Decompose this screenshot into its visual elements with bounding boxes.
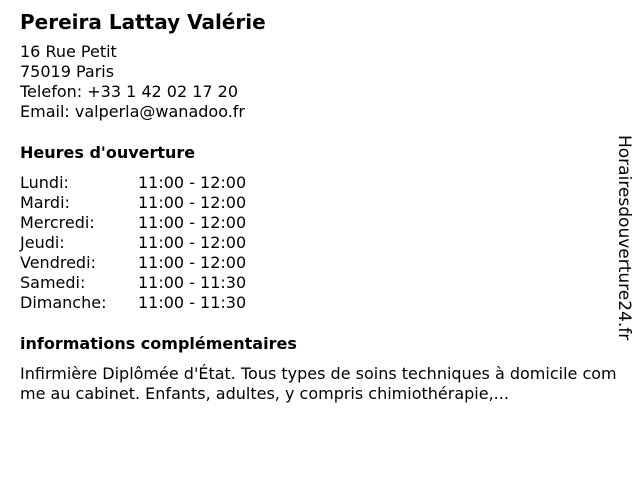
info-description: Infirmière Diplômée d'État. Tous types de soins techniques à domicile comme au cabinet. Enfants, adultes, y compris chimiothérapie,... [20, 364, 617, 403]
brand-watermark: Horairesdouverture24.fr [614, 135, 634, 341]
city-postal: 75019 Paris [20, 62, 115, 81]
hours-row-mercredi [20, 213, 620, 233]
day-label: Samedi: [20, 273, 86, 292]
address-block [20, 42, 620, 122]
phone-number[interactable]: Telefon: +33 1 42 02 17 20 [20, 82, 239, 101]
time-range: 11:00 - 11:30 [138, 273, 247, 292]
email-address[interactable]: Email: valperla@wanadoo.fr [20, 102, 245, 121]
hours-row-vendredi [20, 253, 620, 273]
hours-row-samedi [20, 273, 620, 293]
day-label: Dimanche: [20, 293, 107, 312]
time-range: 11:00 - 12:00 [138, 173, 247, 192]
day-label: Jeudi: [20, 233, 65, 252]
time-range: 11:00 - 12:00 [138, 193, 247, 212]
hours-row-jeudi [20, 233, 620, 253]
hours-table [20, 173, 620, 313]
time-range: 11:00 - 12:00 [138, 233, 247, 252]
time-range: 11:00 - 12:00 [138, 213, 247, 232]
day-label: Mardi: [20, 193, 70, 212]
day-label: Vendredi: [20, 253, 96, 272]
hours-row-dimanche [20, 293, 620, 313]
street-address: 16 Rue Petit [20, 42, 117, 61]
business-name: Pereira Lattay Valérie [20, 10, 266, 34]
day-label: Lundi: [20, 173, 69, 192]
time-range: 11:00 - 12:00 [138, 253, 247, 272]
hours-heading: Heures d'ouverture [20, 143, 196, 162]
day-label: Mercredi: [20, 213, 95, 232]
time-range: 11:00 - 11:30 [138, 293, 247, 312]
hours-row-lundi [20, 173, 620, 193]
info-heading: informations complémentaires [20, 334, 297, 353]
hours-row-mardi [20, 193, 620, 213]
listing-card [20, 10, 620, 404]
